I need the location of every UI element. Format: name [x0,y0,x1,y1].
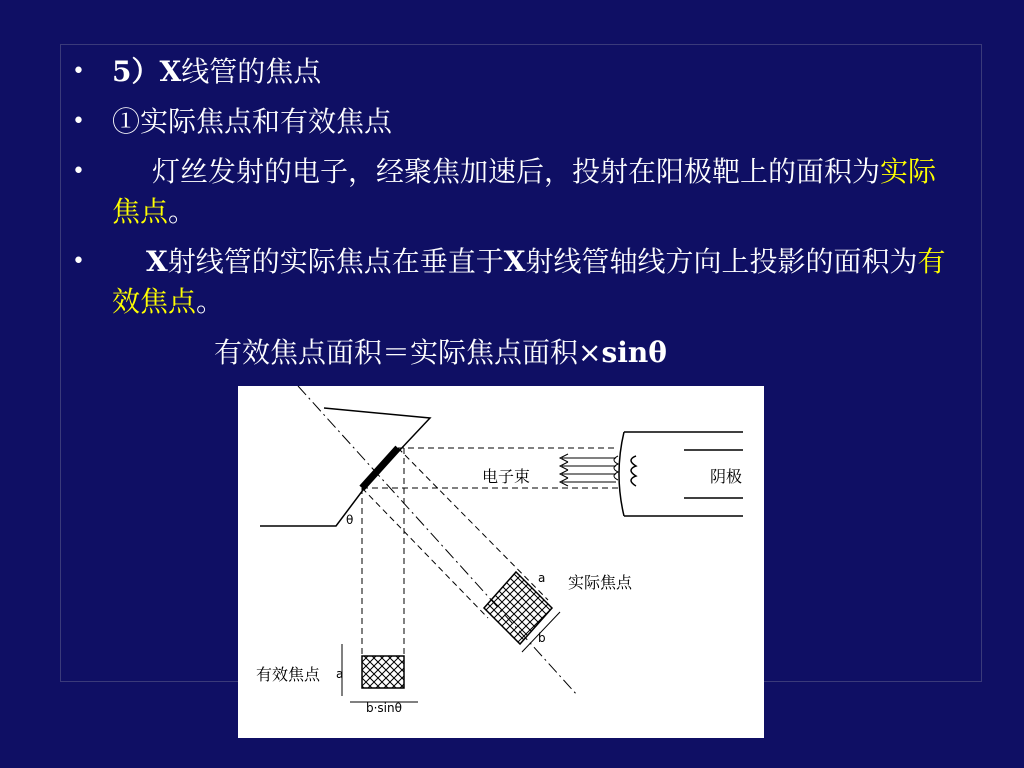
actual-focus-highlight: 实际焦点 [112,155,937,228]
diag-projection-1 [362,488,488,618]
effective-text-2: 射线管轴线方向上投影的面积为 [525,245,918,278]
section-number: 5） [112,55,160,88]
effective-focus-box [362,656,404,688]
actual-focus-text: 灯丝发射的电子，经聚焦加速后，投射在阳极靶上的面积为 [152,155,881,188]
bullet-effective-focus-definition [72,242,962,322]
bullet-section-title [72,52,962,92]
effective-text-1: 射线管的实际焦点在垂直于 [167,245,504,278]
actual-focus-label: 实际焦点 [568,573,633,592]
subtitle-text: ①实际焦点和有效焦点 [112,105,393,138]
target-face [362,448,398,488]
anode-axis [298,386,578,696]
beam-wave-1 [614,456,618,480]
effective-focus-label: 有效焦点 [256,665,321,684]
filament-coil [631,456,636,486]
formula-text: 有效焦点面积＝实际焦点面积× [214,336,602,369]
bullet-list [72,52,962,332]
cathode-label: 阴极 [710,467,743,486]
theta-label: θ [346,513,354,527]
actual-focus-end: 。 [168,195,197,228]
electron-beam-label: 电子束 [482,467,531,486]
effective-x-1: X [146,245,168,278]
dim-b: b [538,631,546,645]
section-title-text: 线管的焦点 [181,55,322,88]
dim-a-top: a [538,571,546,585]
formula-sin: sinθ [601,336,667,369]
beam-arrowheads [560,454,568,486]
dim-b-sin: b·sinθ [366,701,402,715]
section-x: X [159,55,182,88]
focus-diagram-svg [238,386,764,738]
effective-focus-highlight: 有效焦点 [112,245,946,318]
effective-focus-end: 。 [196,285,225,318]
dim-a-bottom: a [336,667,344,681]
formula [214,333,667,373]
effective-x-2: X [503,245,526,278]
bullet-actual-focus-definition [72,152,962,232]
bullet-subtitle [72,102,962,142]
focus-diagram [238,386,764,738]
